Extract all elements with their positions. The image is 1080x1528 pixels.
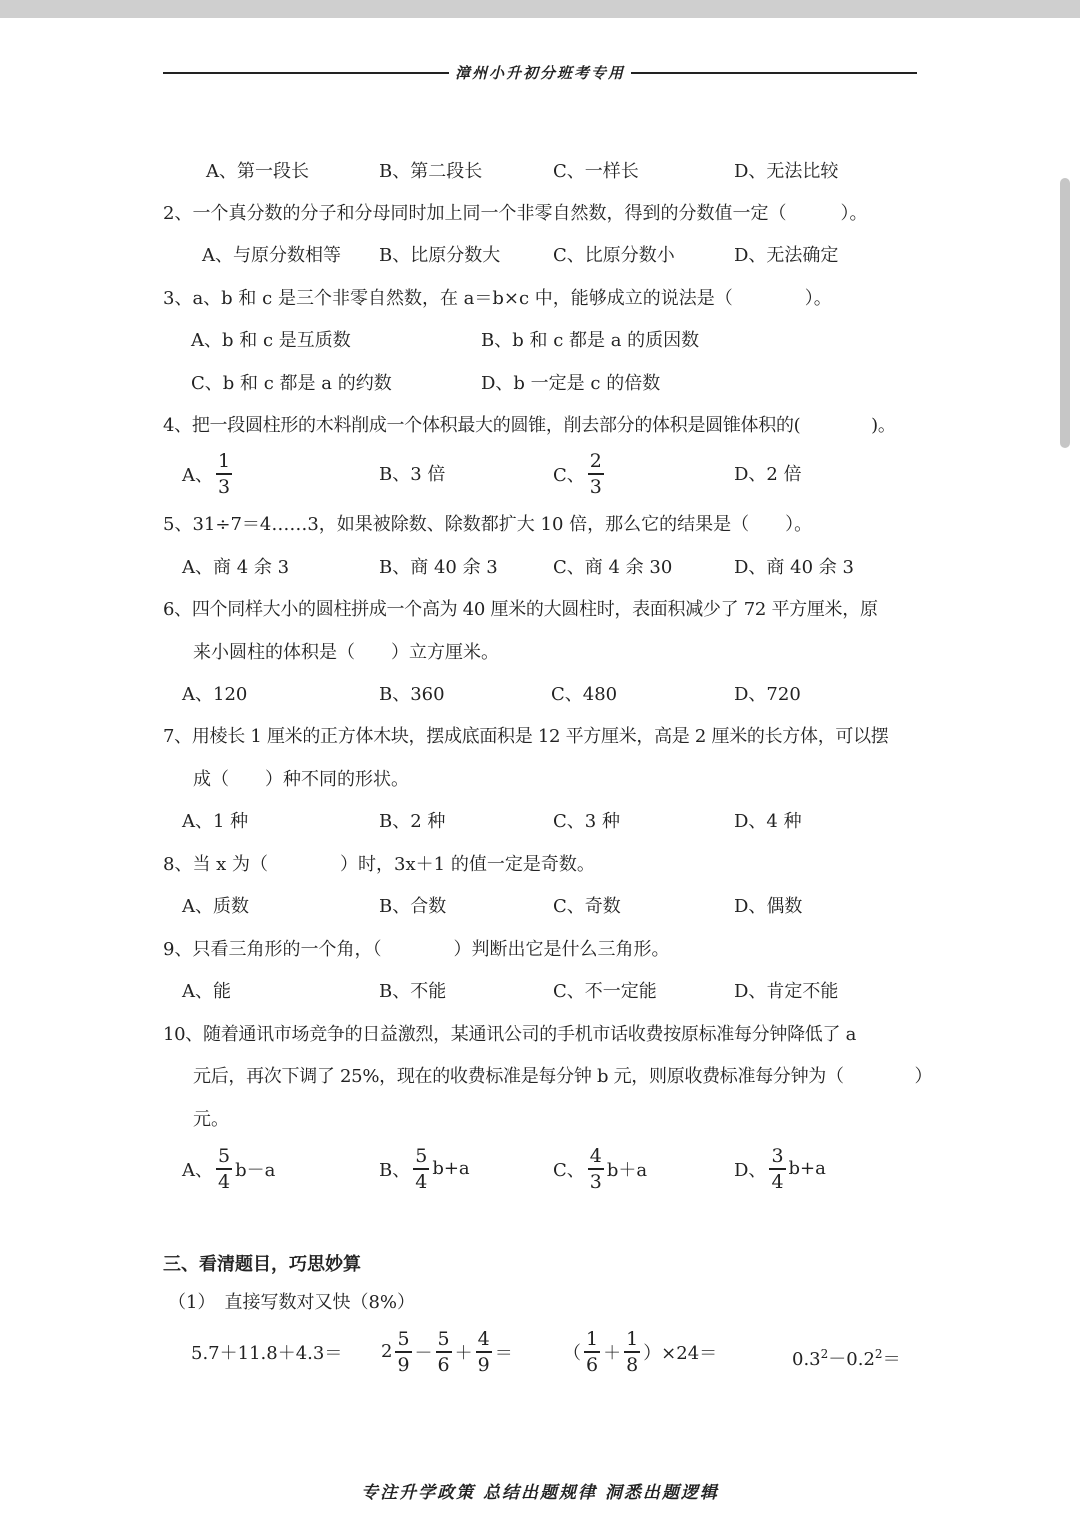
q9-option-d: D、肯定不能 (734, 981, 839, 1002)
q2-text: 2、一个真分数的分子和分母同时加上同一个非零自然数，得到的分数值一定（ ）。 (163, 203, 868, 224)
q4-option-b: B、3 倍 (379, 464, 446, 485)
q8-text: 8、当 x 为（ ）时，3x＋1 的值一定是奇数。 (163, 854, 595, 875)
section3-title: 三、看清题目，巧思妙算 (163, 1254, 361, 1275)
q9-option-b: B、不能 (379, 981, 447, 1002)
q4-option-c: C、 $\frac{2}{3}$ (553, 450, 602, 498)
q9-text: 9、只看三角形的一个角，（ ）判断出它是什么三角形。 (163, 939, 670, 960)
fraction: $\frac{5}{4}$ (415, 1145, 428, 1193)
q10-option-d: D、 $\frac{3}{4}$ b+a (734, 1145, 826, 1193)
q5-option-b: B、商 40 余 3 (379, 557, 498, 578)
q6-option-b: B、360 (379, 684, 445, 705)
fraction: $\frac{4}{9}$ (477, 1328, 490, 1376)
q4-option-a: A、 $\frac{1}{3}$ (182, 450, 231, 498)
q10-option-b: B、 $\frac{5}{4}$ b+a (379, 1145, 470, 1193)
q3-option-b: B、b 和 c 都是 a 的质因数 (481, 330, 700, 351)
q1-option-c: C、一样长 (553, 161, 639, 182)
q10-text-line2: 元后，再次下调了 25%，现在的收费标准是每分钟 b 元，则原收费标准每分钟为（ ） (193, 1066, 933, 1087)
q1-option-d: D、无法比较 (734, 161, 839, 182)
q1-option-b: B、第二段长 (379, 161, 483, 182)
q7-option-b: B、2 种 (379, 811, 446, 832)
top-bar (0, 0, 1080, 18)
section3-subtitle: （1） 直接写数对又快（8%） (168, 1292, 416, 1313)
q6-option-c: C、480 (551, 684, 618, 705)
fraction: $\frac{1}{3}$ (218, 450, 231, 498)
calc-expression-4: $0.3^2-0.2^2=$ (792, 1347, 901, 1370)
q3-option-d: D、b 一定是 c 的倍数 (481, 373, 661, 394)
q7-option-c: C、3 种 (553, 811, 620, 832)
q10-text-line3: 元。 (193, 1109, 229, 1130)
q6-option-d: D、720 (734, 684, 801, 705)
fraction: $\frac{2}{3}$ (589, 450, 602, 498)
q4-text: 4、把一段圆柱形的木料削成一个体积最大的圆锥，削去部分的体积是圆锥体积的( )。 (163, 415, 896, 436)
q6-text-line1: 6、四个同样大小的圆柱拼成一个高为 40 厘米的大圆柱时，表面积减少了 72 平方厘米，原 (163, 599, 878, 620)
q4-option-d: D、2 倍 (734, 464, 802, 485)
q7-text-line1: 7、用棱长 1 厘米的正方体木块，摆成底面积是 12 平方厘米，高是 2 厘米的长方体，可以摆 (163, 726, 889, 747)
footer-slogan: 专注升学政策 总结出题规律 洞悉出题逻辑 (361, 1483, 719, 1503)
q5-text: 5、31÷7＝4……3，如果被除数、除数都扩大 10 倍，那么它的结果是（ ）。 (163, 514, 813, 535)
q3-option-a: A、b 和 c 是互质数 (191, 330, 351, 351)
q7-text-line2: 成（ ）种不同的形状。 (193, 769, 409, 790)
q7-option-d: D、4 种 (734, 811, 802, 832)
scrollbar-thumb[interactable] (1060, 178, 1070, 448)
q7-option-a: A、1 种 (182, 811, 249, 832)
q5-option-a: A、商 4 余 3 (182, 557, 290, 578)
q1-option-a: A、第一段长 (206, 161, 309, 182)
q5-option-c: C、商 4 余 30 (553, 557, 673, 578)
q8-option-d: D、偶数 (734, 896, 803, 917)
fraction: $\frac{5}{9}$ (397, 1328, 410, 1376)
q10-text-line1: 10、随着通讯市场竞争的日益激烈，某通讯公司的手机市话收费按原标准每分钟降低了 a (163, 1024, 857, 1045)
q8-option-c: C、奇数 (553, 896, 621, 917)
q6-option-a: A、120 (182, 684, 248, 705)
q8-option-a: A、质数 (182, 896, 249, 917)
fraction: $\frac{3}{4}$ (771, 1145, 784, 1193)
calc-expression-2: 2 $\frac{5}{9}$ － $\frac{5}{6}$ ＋ $\frac{4}{9}$ ＝ (381, 1328, 513, 1376)
fraction: $\frac{5}{4}$ (218, 1145, 231, 1193)
q8-option-b: B、合数 (379, 896, 447, 917)
q9-option-c: C、不一定能 (553, 981, 657, 1002)
calc-expression-3: （ $\frac{1}{6}$ ＋ $\frac{1}{8}$ ）×24＝ (563, 1328, 718, 1376)
q10-option-c: C、 $\frac{4}{3}$ b＋a (553, 1145, 648, 1193)
q5-option-d: D、商 40 余 3 (734, 557, 854, 578)
q9-option-a: A、能 (182, 981, 231, 1002)
fraction: $\frac{1}{8}$ (626, 1328, 639, 1376)
fraction: $\frac{1}{6}$ (586, 1328, 599, 1376)
q3-option-c: C、b 和 c 都是 a 的约数 (191, 373, 392, 394)
q3-text: 3、a、b 和 c 是三个非零自然数，在 a＝b×c 中，能够成立的说法是（ ）。 (163, 288, 832, 309)
q2-option-d: D、无法确定 (734, 245, 839, 266)
header-title: 漳州小升初分班考专用 (0, 62, 1080, 83)
q2-option-b: B、比原分数大 (379, 245, 501, 266)
q10-option-a: A、 $\frac{5}{4}$ b－a (182, 1145, 276, 1193)
q2-option-c: C、比原分数小 (553, 245, 675, 266)
fraction: $\frac{4}{3}$ (589, 1145, 602, 1193)
calc-expression-1: 5.7＋11.8＋4.3＝ (191, 1343, 343, 1364)
fraction: $\frac{5}{6}$ (437, 1328, 450, 1376)
q6-text-line2: 来小圆柱的体积是（ ）立方厘米。 (193, 642, 499, 663)
q2-option-a: A、与原分数相等 (202, 245, 341, 266)
